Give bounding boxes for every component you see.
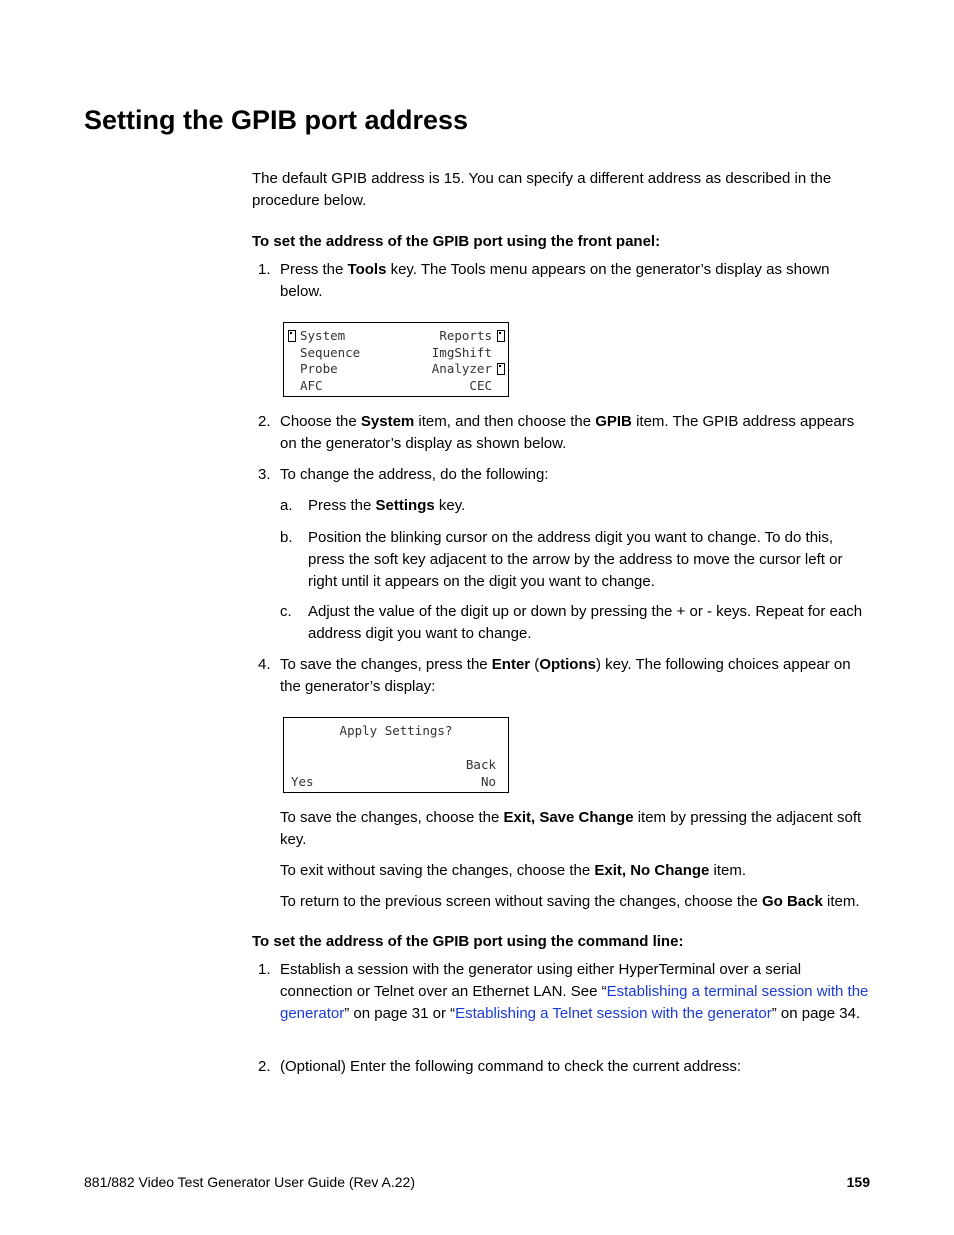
front-panel-step-3 (258, 464, 873, 486)
step-text: To save the changes, press the Enter (Options) key. The following choices appear on the generator’s display: (280, 656, 851, 695)
command-line-step-1 (258, 959, 873, 1025)
step-number: 3. (258, 466, 271, 483)
front-panel-step-4 (258, 654, 873, 698)
lcd-yes-option: Yes (291, 774, 314, 789)
front-panel-step-3a (280, 495, 872, 517)
footer-guide-title: 881/882 Video Test Generator User Guide (Rev A.22) (84, 1174, 416, 1190)
footer-page-number: 159 (846, 1174, 870, 1190)
telnet-session-link[interactable]: Establishing a Telnet session with the generator (455, 1005, 772, 1022)
lcd-item-reports: Reports (439, 328, 492, 343)
front-panel-step-1 (258, 259, 873, 303)
intro-paragraph: The default GPIB address is 15. You can specify a different address as described in the procedure below. (252, 170, 832, 209)
lcd-back-option: Back (465, 757, 496, 772)
step-text: (Optional) Enter the following command to check the current address: (280, 1058, 742, 1075)
lcd-no-option: No (480, 774, 496, 789)
step-number: 1. (258, 961, 271, 978)
terminal-session-link[interactable]: Establishing a terminal session with the generator (280, 983, 869, 1022)
substep-letter: a. (280, 497, 293, 514)
step-number: 2. (258, 1058, 271, 1075)
menu-folder-icon (288, 330, 296, 342)
substep-text: Position the blinking cursor on the address digit you want to change. To do this, press the soft key adjacent to the arrow by the address to move the cursor left or right until it appears on the digit you want to change. (308, 529, 843, 590)
step-text: To change the address, do the following: (280, 466, 549, 483)
step-number: 4. (258, 656, 271, 673)
step-text: Establish a session with the generator using either HyperTerminal over a serial connection or Telnet over an Ethernet LAN. See “Establishing a terminal session with the generator” on page 31 or “Establishing a Telnet session with the generator” on page 34. (280, 961, 869, 1022)
menu-folder-icon (497, 330, 505, 342)
substep-letter: b. (280, 529, 293, 546)
lcd-item-cec: CEC (469, 378, 492, 393)
lcd-item-system: System (300, 328, 346, 343)
go-back-note: To return to the previous screen without saving the changes, choose the Go Back item. (280, 893, 860, 910)
lcd-item-imgshift: ImgShift (431, 345, 492, 360)
lcd-item-sequence: Sequence (300, 345, 361, 360)
step-text: Press the Tools key. The Tools menu appears on the generator’s display as shown below. (280, 261, 830, 300)
lcd-item-analyzer: Analyzer (431, 361, 492, 376)
menu-folder-icon (497, 363, 505, 375)
save-changes-note: To save the changes, choose the Exit, Save Change item by pressing the adjacent soft key. (280, 809, 862, 848)
lcd-item-afc: AFC (300, 378, 323, 393)
front-panel-step-3b (280, 527, 872, 593)
substep-text: Press the Settings key. (308, 497, 466, 514)
step-number: 1. (258, 261, 271, 278)
front-panel-step-3c (280, 601, 872, 645)
command-line-heading: To set the address of the GPIB port using the command line: (252, 933, 684, 950)
lcd-item-probe: Probe (300, 361, 338, 376)
step-number: 2. (258, 413, 271, 430)
front-panel-step-2 (258, 411, 873, 455)
tools-menu-display (283, 322, 509, 397)
apply-settings-display (283, 717, 509, 793)
lcd-apply-title: Apply Settings? (339, 723, 453, 738)
substep-text: Adjust the value of the digit up or down by pressing the + or - keys. Repeat for each address digit you want to change. (308, 603, 863, 642)
command-line-step-2 (258, 1056, 873, 1078)
page-title: Setting the GPIB port address (84, 105, 469, 135)
step-text: Choose the System item, and then choose the GPIB item. The GPIB address appears on the generator’s display as shown below. (280, 413, 855, 452)
key-name: Tools (347, 261, 387, 278)
front-panel-heading: To set the address of the GPIB port using the front panel: (252, 233, 661, 250)
substep-letter: c. (280, 603, 292, 620)
exit-no-change-note: To exit without saving the changes, choose the Exit, No Change item. (280, 862, 747, 879)
